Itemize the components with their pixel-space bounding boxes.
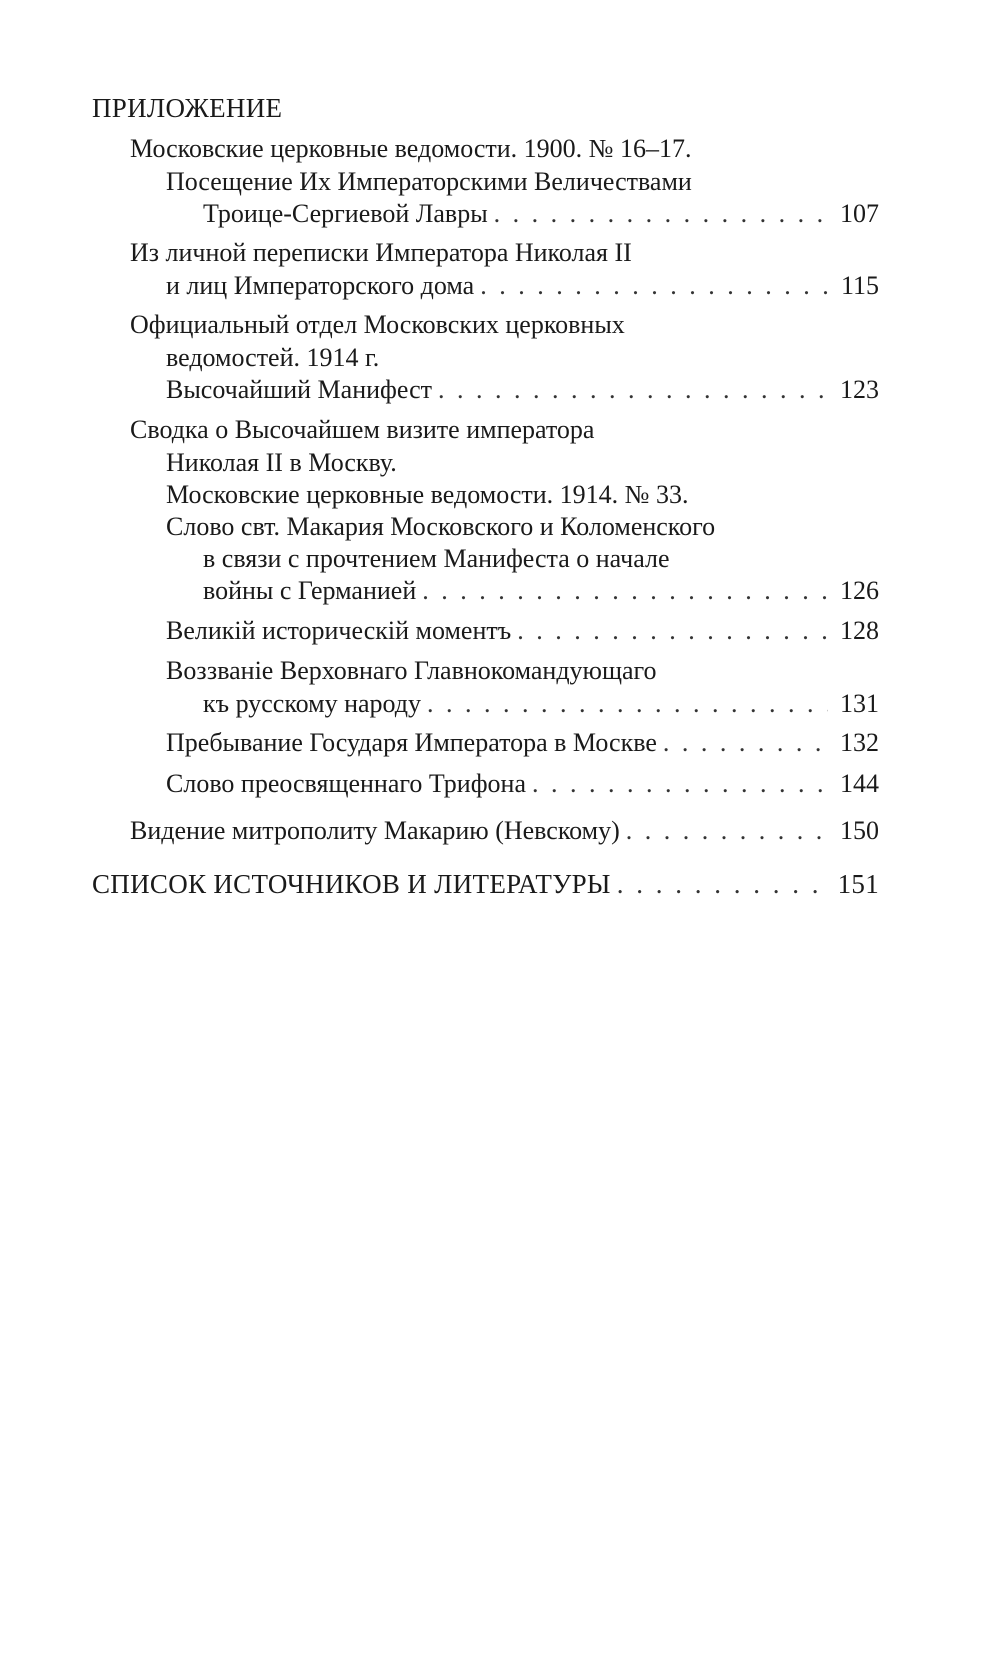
toc-entry-title: Из личной переписки Императора Николая II xyxy=(130,238,632,267)
page-number: 107 xyxy=(840,199,879,228)
toc-entry-line: къ русскому народу . . . 131 xyxy=(203,686,879,722)
dot-leader xyxy=(517,613,828,649)
toc-entry-line: и лиц Императорского дома . . . 115 xyxy=(166,268,879,304)
toc-entry-line: Великiй историческiй моментъ . . . 128 xyxy=(166,613,879,649)
dot-leader xyxy=(663,725,828,761)
page-number: 115 xyxy=(840,271,879,300)
dot-leader xyxy=(494,196,828,232)
toc-entry-title: Посещение Их Императорскими Величествами xyxy=(166,167,692,196)
page-number: 151 xyxy=(837,869,879,899)
dot-leader xyxy=(480,268,829,304)
page-number: 126 xyxy=(840,576,879,605)
toc-entry-title: Московские церковные ведомости. 1914. № 33. xyxy=(166,480,689,509)
dot-leader xyxy=(438,372,828,408)
toc-entry-line: Высочайший Манифест . . . 123 xyxy=(166,372,879,408)
page-number: 132 xyxy=(840,728,879,757)
toc-entry-line: Троице-Сергиевой Лавры . . . 107 xyxy=(203,196,879,232)
toc-entry-line: Пребывание Государя Императора в Москве . . . 132 xyxy=(166,725,879,761)
toc-entry-title: Сводка о Высочайшем визите императора xyxy=(130,415,595,444)
toc-subentry-title: Слово свт. Макария Московского и Коломенского xyxy=(166,512,716,541)
dot-leader xyxy=(617,866,826,902)
toc-entry-title: ведомостей. 1914 г. xyxy=(166,343,380,372)
sources-heading-line: СПИСОК ИСТОЧНИКОВ И ЛИТЕРАТУРЫ . . . 151 xyxy=(92,866,879,902)
page-number: 123 xyxy=(840,375,879,404)
toc-entry-line: Слово преосвященнаго Трифона . . . 144 xyxy=(166,766,879,802)
dot-leader xyxy=(626,813,828,849)
toc-entry-line: войны с Германией . . . 126 xyxy=(203,573,879,609)
appendix-heading: ПРИЛОЖЕНИЕ xyxy=(92,93,283,123)
toc-entry-line: Видение митрополиту Макарию (Невскому) . . . 150 xyxy=(130,813,879,849)
page-number: 144 xyxy=(840,769,879,798)
toc-subentry-title: Воззванiе Верховнаго Главнокомандующаго xyxy=(166,656,657,685)
dot-leader xyxy=(427,686,828,722)
toc-entry-title: Официальный отдел Московских церковных xyxy=(130,310,625,339)
page-number: 150 xyxy=(840,816,879,845)
page-number: 131 xyxy=(840,689,879,718)
dot-leader xyxy=(422,573,828,609)
toc-entry-title: Николая II в Москву. xyxy=(166,448,397,477)
toc-entry-title: Московские церковные ведомости. 1900. № 16–17. xyxy=(130,134,692,163)
toc-subentry-title: в связи с прочтением Манифеста о начале xyxy=(203,544,670,573)
page-number: 128 xyxy=(840,616,879,645)
dot-leader xyxy=(532,766,828,802)
